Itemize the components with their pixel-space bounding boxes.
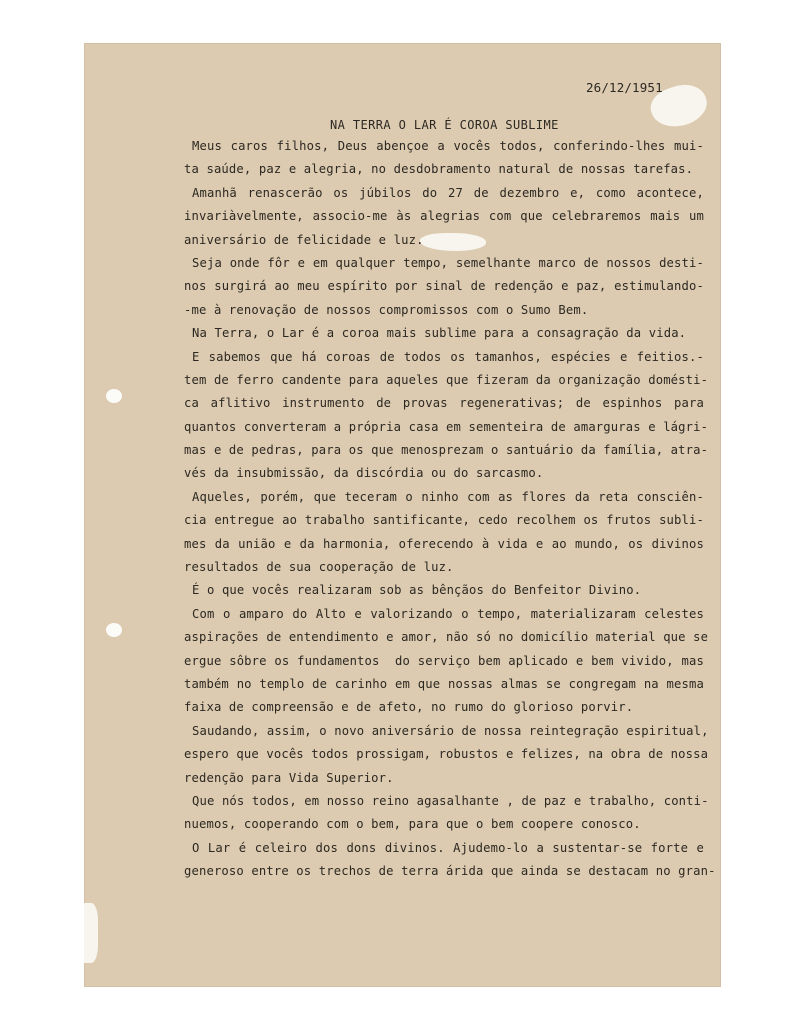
text-line: mes da união e da harmonia, oferecendo à vida e ao mundo, os divinos: [184, 536, 704, 551]
text-line: ergue sôbre os fundamentos do serviço bem aplicado e bem vivido, mas: [184, 653, 704, 668]
text-line: espero que vocês todos prossigam, robustos e felizes, na obra de nossa: [184, 747, 709, 762]
text-line: quantos converteram a própria casa em sementeira de amarguras e lágri-: [184, 419, 709, 434]
text-line: cia entregue ao trabalho santificante, cedo recolhem os frutos subli-: [184, 513, 704, 528]
text-line: -me à renovação de nossos compromissos com o Sumo Bem.: [184, 302, 589, 317]
text-line: Saudando, assim, o novo aniversário de nossa reintegração espiritual,: [192, 723, 709, 738]
text-line: aspirações de entendimento e amor, não só no domicílio material que se: [184, 630, 709, 645]
document-date: 26/12/1951: [586, 80, 663, 95]
text-line: nos surgirá ao meu espírito por sinal de redenção e paz, estimulando-: [184, 279, 704, 294]
document-body: [184, 135, 716, 884]
text-line: aniversário de felicidade e luz.: [184, 232, 424, 247]
text-line: É o que vocês realizaram sob as bênçãos do Benfeitor Divino.: [192, 583, 642, 598]
text-line: vés da insubmissão, da discórdia ou do sarcasmo.: [184, 466, 544, 481]
text-line: também no templo de carinho em que nossas almas se congregam na mesma: [184, 676, 704, 691]
text-line: faixa de compreensão e de afeto, no rumo do glorioso porvir.: [184, 700, 634, 715]
text-line: Com o amparo do Alto e valorizando o tempo, materializaram celestes: [192, 606, 704, 621]
text-line: redenção para Vida Superior.: [184, 770, 394, 785]
text-line: ta saúde, paz e alegria, no desdobramento natural de nossas tarefas.: [184, 162, 694, 177]
text-line: mas e de pedras, para os que menosprezam o santuário da família, atra-: [184, 443, 709, 458]
typewritten-page: [84, 43, 721, 987]
text-line: Meus caros filhos, Deus abençoe a vocês todos, conferindo-lhes mui-: [192, 139, 704, 153]
text-line: Aqueles, porém, que teceram o ninho com as flores da reta consciên-: [192, 489, 704, 504]
document-title: NA TERRA O LAR É COROA SUBLIME: [330, 118, 559, 132]
text-line: resultados de sua cooperação de luz.: [184, 560, 454, 575]
text-line: Na Terra, o Lar é a coroa mais sublime para a consagração da vida.: [192, 326, 687, 341]
text-line: E sabemos que há coroas de todos os tamanhos, espécies e feitios.-: [192, 349, 704, 364]
text-line: generoso entre os trechos de terra árida que ainda se destacam no gran-: [184, 864, 716, 879]
edge-mark-left: [84, 903, 98, 963]
text-line: Seja onde fôr e em qualquer tempo, semelhante marco de nossos desti-: [192, 255, 704, 270]
punch-hole-bottom: [106, 623, 122, 637]
punch-hole-top: [106, 389, 122, 403]
text-line: tem de ferro candente para aqueles que fizeram da organização domésti-: [184, 372, 709, 387]
text-line: nuemos, cooperando com o bem, para que o bem coopere conosco.: [184, 817, 641, 832]
text-line: Amanhã renascerão os júbilos do 27 de dezembro e, como acontece,: [192, 185, 704, 200]
text-line: ca aflitivo instrumento de provas regenerativas; de espinhos para: [184, 396, 704, 411]
text-line: invariàvelmente, associo-me às alegrias com que celebraremos mais um: [184, 209, 704, 224]
text-line: O Lar é celeiro dos dons divinos. Ajudemo-lo a sustentar-se forte e: [192, 840, 704, 855]
text-line: Que nós todos, em nosso reino agasalhante , de paz e trabalho, conti-: [192, 793, 709, 808]
